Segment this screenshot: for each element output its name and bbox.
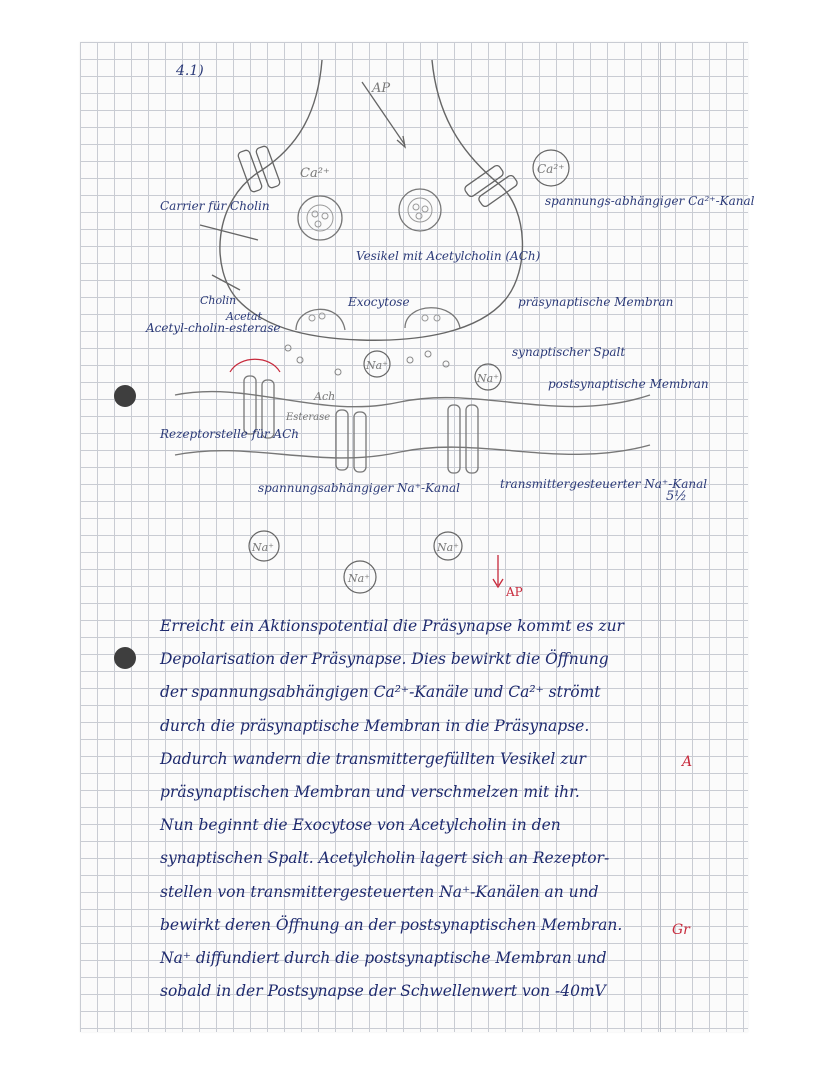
exercise-number: 4.1) — [176, 63, 204, 79]
na-label-2: Na⁺ — [477, 372, 499, 385]
text-line: bewirkt deren Öffnung an der postsynaptischen Membran. — [160, 915, 623, 934]
text-line: stellen von transmittergesteuerten Na⁺-Kanälen an und — [160, 882, 599, 901]
text-line: sobald in der Postsynapse der Schwellenwert von -40mV — [160, 982, 606, 1001]
text-line: Erreicht ein Aktionspotential die Präsynapse kommt es zur — [160, 617, 624, 635]
vesicle — [399, 189, 441, 231]
vesicle — [298, 196, 342, 240]
grade-points: 5½ — [666, 489, 687, 504]
vesicle — [405, 308, 460, 328]
rezeptor-label: Rezeptorstelle für ACh — [160, 427, 299, 441]
carrier-arrow — [200, 225, 258, 240]
ca-label-right: Ca²⁺ — [537, 162, 565, 176]
text-line: Na⁺ diffundiert durch die postsynaptische Membran und — [160, 948, 607, 967]
text-line: synaptischen Spalt. Acetylcholin lagert sich an Rezeptor- — [160, 849, 610, 868]
post-membran-label: postsynaptische Membran — [548, 377, 709, 391]
exocytose-label: Exocytose — [348, 295, 410, 309]
na-bottom-left: Na⁺ — [252, 541, 274, 554]
text-line: Dadurch wandern die transmittergefüllten Vesikel zur — [160, 749, 586, 768]
na-channel-ligand — [448, 405, 478, 473]
text-line: der spannungsabhängigen Ca²⁺-Kanäle und Ca²⁺ strömt — [160, 683, 601, 702]
vesicle-label: Vesikel mit Acetylcholin (ACh) — [356, 249, 541, 263]
margin-note-gr: Gr — [672, 922, 690, 938]
na-kanal-trans-label: transmittergesteuerter Na⁺-Kanal — [500, 477, 708, 491]
post-membrane-line — [175, 392, 650, 407]
text-line: durch die präsynaptische Membran in die Präsynapse. — [160, 716, 590, 735]
acetat-label: Acetat — [226, 310, 263, 323]
na-channel-voltage — [244, 376, 366, 472]
na-label-1: Na⁺ — [366, 359, 388, 372]
carrier-label: Carrier für Cholin — [160, 199, 270, 213]
ca-channel-right — [463, 164, 518, 208]
esterase-label: Acetyl-cholin-esterase — [146, 321, 281, 335]
spalt-label: synaptischer Spalt — [512, 345, 626, 359]
text-line: Depolarisation der Präsynapse. Dies bewirkt die Öffnung — [160, 650, 609, 669]
answer-text — [160, 610, 670, 1008]
prae-membran-label: präsynaptische Membran — [518, 295, 674, 309]
ca-label-left: Ca²⁺ — [300, 166, 330, 181]
vesicle — [296, 309, 345, 330]
cholin-label: Cholin — [200, 294, 237, 307]
na-bottom-mid: Na⁺ — [437, 541, 459, 554]
ap-label-top: AP — [372, 81, 391, 96]
ap-label-bottom: AP — [506, 585, 523, 599]
text-line: präsynaptischen Membran und verschmelzen mit ihr. — [160, 782, 580, 801]
spannungs-ca-label: spannungs-abhängiger Ca²⁺-Kanal — [545, 194, 755, 208]
esterase-small-label: Esterase — [286, 412, 331, 423]
margin-note-a: A — [682, 754, 693, 770]
ach-label: Ach — [314, 390, 336, 403]
text-line: Nun beginnt die Exocytose von Acetylcholin in den — [160, 816, 561, 835]
red-mark — [230, 359, 280, 372]
na-kanal-span-label: spannungsabhängiger Na⁺-Kanal — [258, 481, 460, 495]
na-bottom-right: Na⁺ — [348, 572, 370, 585]
